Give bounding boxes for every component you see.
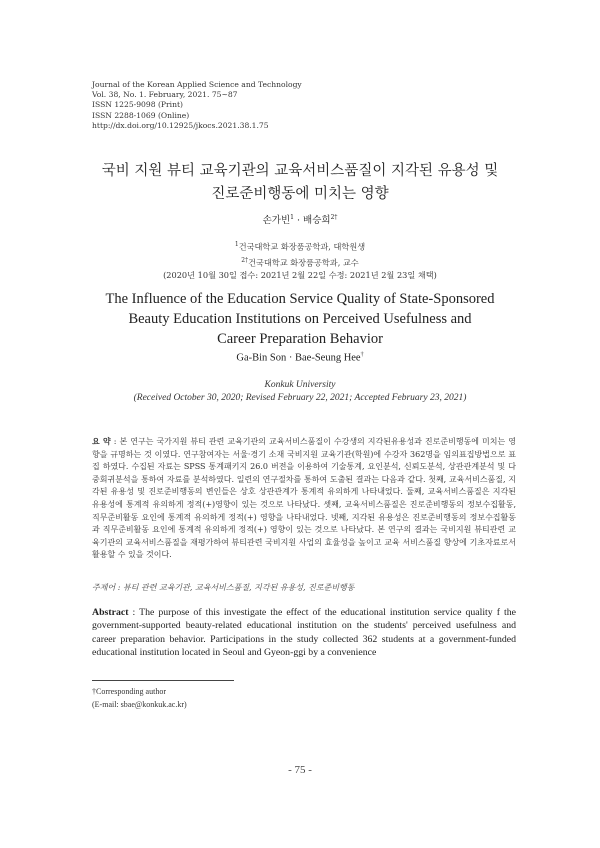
journal-info [92,80,302,131]
korean-abstract [92,435,516,562]
received-dates-en: (Received October 30, 2020; Revised February 22, 2021; Accepted February 23, 2021) [133,393,467,403]
affiliation-1 [0,238,600,254]
journal-issn-print: ISSN 1225-9098 (Print) [92,100,183,110]
korean-title [40,160,560,206]
korean-keywords: 주제어 : 뷰티 관련 교육기관, 교육서비스품질, 지각된 유용성, 진로준비행동 [92,583,355,592]
affiliation-2-sup: 2† [241,256,249,264]
affiliation-2 [0,254,600,270]
journal-doi[interactable]: http://dx.doi.org/10.12925/jkocs.2021.38.1.75 [92,120,269,130]
korean-abstract-label: 요 약 [92,436,111,446]
journal-issn-online: ISSN 2288-1069 (Online) [92,110,190,120]
footnote [92,686,187,711]
english-title [60,289,540,349]
university: Konkuk University [264,380,336,390]
korean-title-line-1: 국비 지원 뷰티 교육기관의 교육서비스품질이 지각된 유용성 및 [101,163,499,179]
affiliation-1-sup: 1 [234,241,239,248]
corresponding-author-note: †Corresponding author [92,687,166,696]
korean-abstract-body: : 본 연구는 국가지원 뷰티 관련 교육기관의 교육서비스품질이 수강생의 지각된유용성과 진로준비행동에 미치는 영향을 규명하는 것 이였다. 연구참여자는 서울·경기 소재 국비지원 교육기관(학원)에 수강자 362명을 임의표집방법으로 표집 하였다. 수집된 자료는 SPSS 통계패키지 26.0 버전을 이용하여 기술통계, 요인분석, 신뢰도분석, 상관관계분석 및 다중회귀분석을 통하여 자료를 분석하였다. 일련의 연구절차를 통하여 도출된 결과는 다음과 같다. 첫째, 교육서비스품질, 지각된 유용성 및 진로준비행동의 변인들은 상호 상관관계가 통계적 유의하게 나타내었다. 둘째, 교육서비스품질은 지각된 유용성에 통계적 유의하게 정적(+)영향이 있는 것으로 나타났다. 셋째, 교육서비스품질은 진로준비행동의 정보수집활동, 직무준비활동 요인에 통계적 유의하게 정적(+) 영향을 나타내었다. 넷째, 지각된 유용성은 진로준비행동의 정보수집활동과 직무준비활동 요인에 통계적 유의하게 정적(+) 영향이 있는 것으로 나타났다. 본 연구의 결과는 국비지원 뷰티관련 교육기관의 교육서비스품질을 재평가하여 뷰티관련 국비지원 사업의 효율성을 높이고 교육 서비스품질 향상에 기초자료로서 활용할 수 있을 것이다. [92,437,516,560]
english-abstract [92,606,516,660]
footnote-rule [92,680,234,681]
english-authors [0,352,600,364]
author-separator: · [293,215,304,226]
author-2-sup: 2† [330,213,338,221]
author-1-ko: 손가빈 [262,215,291,226]
author-1-sup: 1 [290,213,294,221]
affiliations [0,238,600,282]
journal-volume: Vol. 38, No. 1. February, 2021. 75~87 [92,90,238,100]
affiliation-1-text: 건국대학교 화장품공학과, 대학원생 [238,241,366,252]
english-abstract-label: Abstract [92,607,129,618]
page-number: - 75 - [288,764,312,776]
affiliation-2-text: 건국대학교 화장품공학과, 교수 [248,257,359,268]
corresponding-mark: † [360,352,364,358]
korean-authors [0,212,600,226]
journal-name: Journal of the Korean Applied Science and Technology [92,80,302,89]
english-authors-text: Ga-Bin Son · Bae-Seung Hee [236,352,361,364]
korean-title-line-2: 진로준비행동에 미치는 영향 [211,186,389,202]
corresponding-email[interactable]: (E-mail: sbae@konkuk.ac.kr) [92,699,187,709]
english-title-line-3: Career Preparation Behavior [217,331,383,347]
english-title-line-1: The Influence of the Education Service Quality of State-Sponsored [105,291,495,307]
english-title-line-2: Beauty Education Institutions on Perceived Usefulness and [128,311,472,327]
author-2-ko: 배승희 [303,215,331,226]
submission-dates-ko: (2020년 10월 30일 접수: 2021년 2월 22일 수정: 2021년 2월 23일 채택) [163,270,437,281]
english-abstract-body: : The purpose of this investigate the effect of the educational institution service quality f the government-supported beauty-related educational institution on the students' perceived usefulness and career preparation behavior. Participations in the study collected 362 students at a government-funded educational institution located in Seoul and Gyeon-ggi by a convenience [92,607,516,659]
